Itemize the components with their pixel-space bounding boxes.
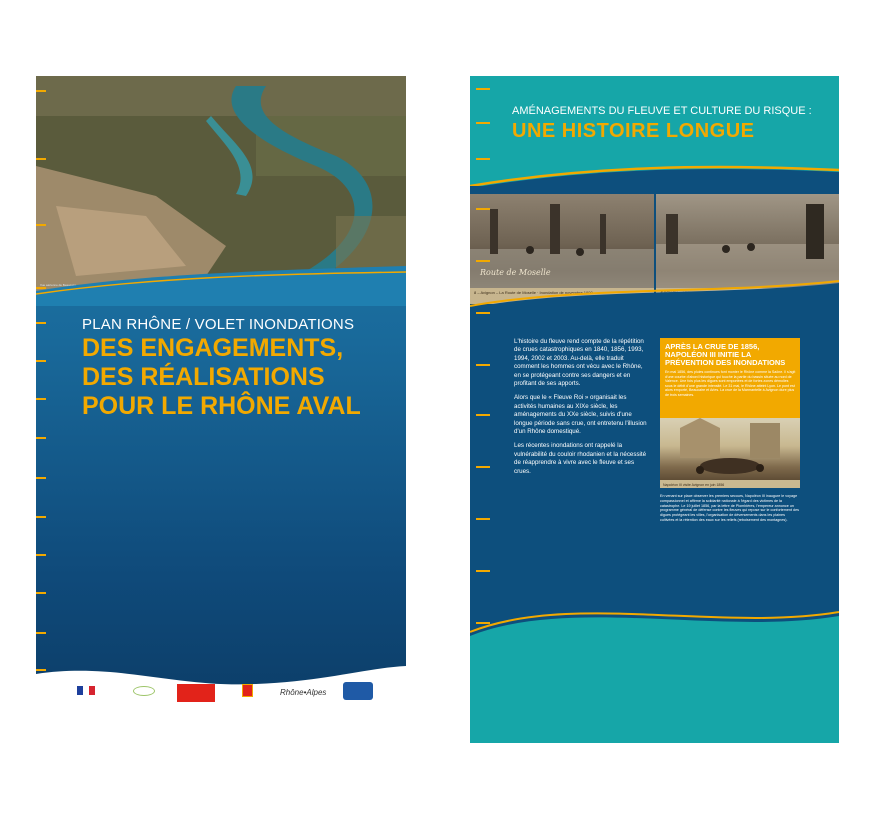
poster-heading [82,334,402,421]
partner-logos [36,678,406,718]
ruler-tick [36,90,46,92]
ruler-tick [36,322,46,324]
ruler-tick [36,437,46,439]
callout-title: APRÈS LA CRUE DE 1856, NAPOLÉON III INITIE LA PRÉVENTION DES INONDATIONS [665,342,786,367]
ruler-tick [36,554,46,556]
photo-caption-1: 8 – Avignon – La Route de Moselle · Inondation de novembre 1900 [470,288,654,304]
bottom-wave-right [470,596,839,743]
photo-label: Route de Moselle [480,268,551,277]
body-paragraph: Les récentes inondations ont rappelé la vulnérabilité du couloir rhodanien et la nécessité de réapprendre à vivre avec le fleuve et ses crues. [514,442,647,475]
ruler-tick [476,364,490,366]
ruler-tick [476,414,490,416]
logo-europe [336,682,380,702]
ruler-tick [36,224,46,226]
body-paragraph: L'histoire du fleuve rend compte de la répétition de crues catastrophiques en 1840, 1856, 1993, 1994, 2002 et 2003. Au-delà, elle traduit comment les hommes ont vécu avec le Rhône, en se protégeant contre ses dangers et en profitant de ses apports. [514,338,644,388]
ruler-tick [476,622,490,624]
ruler-tick [36,158,46,160]
historic-painting [660,418,800,488]
heading-line-1: DES ENGAGEMENTS, [82,334,344,362]
ruler-tick [36,477,46,479]
body-paragraph: Alors que le « Fleuve Roi » organisait les activités humaines au XIXe siècle, les aménagements du XXe siècle, suivis d'une longue période sans crue, ont entretenu l'illusion d'un Rhône domestiqué. [514,394,647,436]
heading-line-3: POUR LE RHÔNE AVAL [82,392,361,420]
callout-body: En mai 1856, des pluies continues font monter le Rhône comme la Saône. Il s'agit d'une courbe d'abord historique qui touche la partie du bassin située au nord de Valence. Une fois plus les digues sont emportées et de fortes zones démolies sous le débit d'une grande intensité. Le 31 mai, le Rhône atteint Lyon. Le pont est alors emporté, Beaucaire et Arles. La crue de la Marmantelle à Avignon dure plus de trois semaines. [665,370,796,397]
ruler-tick [476,122,490,124]
logo-paca [232,684,262,699]
ruler-tick [476,208,490,210]
right-kicker: AMÉNAGEMENTS DU FLEUVE ET CULTURE DU RISQUE : [512,105,812,117]
wave-decoration [36,266,406,306]
logo-culture [124,686,164,698]
painting-caption: Napoléon III visite Avignon en juin 1856 [663,483,725,487]
ruler-tick [476,518,490,520]
ruler-tick [476,88,490,90]
ruler-tick [36,592,46,594]
ruler-tick [36,516,46,518]
left-poster [36,76,406,743]
photo-wave [470,278,839,318]
napoleon-caption: En venant sur place observer les premiers secours, Napoléon III inaugure le voyage compassionnel et affirme la solidarité nationale à l'égard des victimes de la catastrophe. Le 19 juillet 1856, par la lettre de Plombières, l'empereur annonce un programme général de défense contre les fleuves qui repose sur le confortement des digues protégeant les villes, l'organisation de déversements dans les plaines cultivées et la rétention des eaux sur les reliefs (reboisement des montagnes). [660,494,799,522]
logo-region-lr [176,684,216,704]
logo-rhone-alpes: Rhône•Alpes [280,688,327,697]
ruler-tick [36,287,46,289]
logo-prefecture [66,686,106,697]
ruler-tick [476,260,490,262]
photo-credit: Vue aérienne de Beaucaire [40,283,77,287]
ruler-tick [36,360,46,362]
right-poster [470,76,839,743]
ruler-tick [476,312,490,314]
ruler-tick [36,632,46,634]
ruler-tick [36,398,46,400]
heading-line-2: DES RÉALISATIONS [82,363,325,391]
aerial-photo [36,76,406,291]
plan-kicker: PLAN RHÔNE / VOLET INONDATIONS [82,316,355,333]
ruler-tick [476,570,490,572]
right-title: UNE HISTOIRE LONGUE [512,120,755,142]
ruler-tick [476,466,490,468]
ruler-tick [476,158,490,160]
body-text [514,338,649,482]
